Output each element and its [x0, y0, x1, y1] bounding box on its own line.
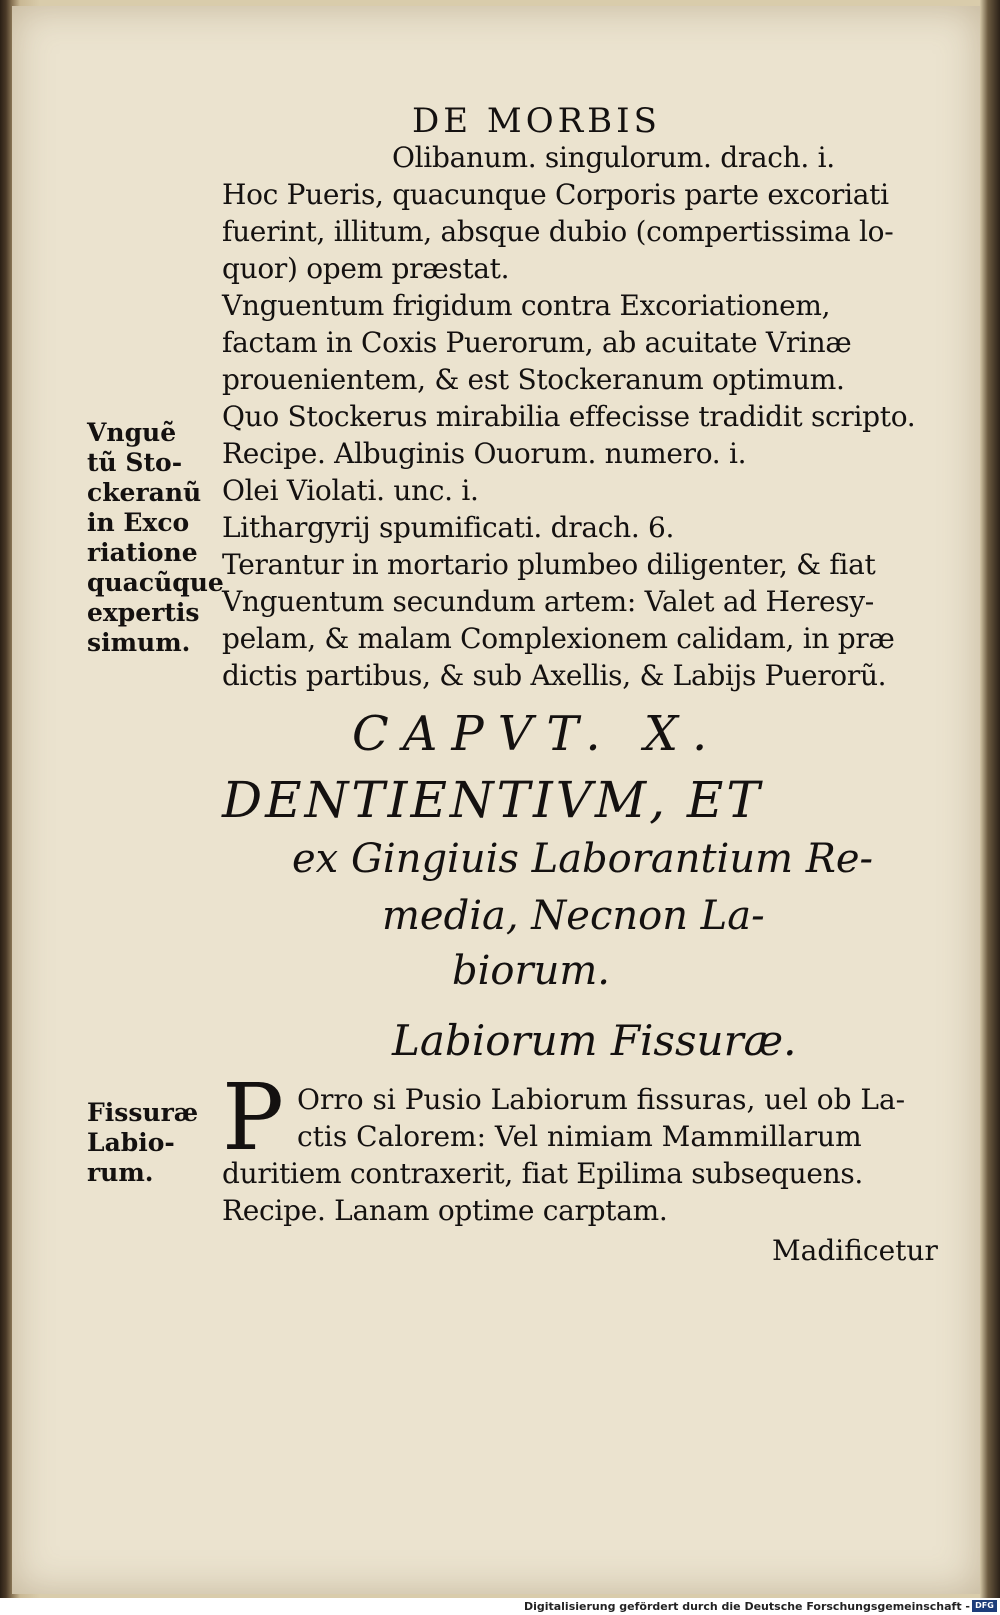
body-line: factam in Coxis Puerorum, ab acuitate Vrinæ	[222, 326, 852, 359]
chapter-title-line: ex Gingiuis Laborantium Re-	[292, 836, 874, 882]
margin-note-line: riatione	[87, 538, 198, 567]
body-line: Orro si Pusio Labiorum fissuras, uel ob La-	[297, 1083, 906, 1116]
margin-note-line: in Exco	[87, 508, 190, 537]
body-line: Olibanum. singulorum. drach. i.	[392, 141, 835, 174]
body-line: ctis Calorem: Vel nimiam Mammillarum	[297, 1120, 862, 1153]
margin-note-unguentum	[87, 418, 222, 658]
margin-note-line: simum.	[87, 628, 191, 657]
running-head: DE MORBIS	[412, 101, 661, 141]
body-line: Vnguentum frigidum contra Excoriationem,	[222, 289, 831, 322]
margin-note-line: rum.	[87, 1158, 154, 1187]
margin-note-line: tũ Sto-	[87, 448, 183, 477]
chapter-number: CAPVT. X.	[352, 706, 722, 762]
chapter-title-line: media, Necnon La-	[382, 893, 765, 939]
body-line: pelam, & malam Complexionem calidam, in præ	[222, 622, 895, 655]
body-line: dictis partibus, & sub Axellis, & Labijs Puerorũ.	[222, 659, 887, 692]
body-line: Recipe. Lanam optime carptam.	[222, 1194, 668, 1227]
margin-note-line: Labio-	[87, 1128, 175, 1157]
dfg-logo-icon: DFG	[972, 1600, 997, 1612]
page-edge	[980, 0, 1000, 1598]
body-line: Recipe. Albuginis Ouorum. numero. i.	[222, 437, 747, 470]
body-line: Vnguentum secundum artem: Valet ad Heresy-	[222, 585, 874, 618]
chapter-title-line: DENTIENTIVM, ET	[222, 771, 763, 829]
footer-credit: Digitalisierung gefördert durch die Deutsche Forschungsgemeinschaft -	[523, 1600, 970, 1613]
body-line: Olei Violati. unc. i.	[222, 474, 479, 507]
margin-note-fissurae	[87, 1098, 222, 1188]
body-line: fuerint, illitum, absque dubio (compertissima lo-	[222, 215, 894, 248]
body-line: Terantur in mortario plumbeo diligenter, & fiat	[222, 548, 876, 581]
drop-capital: P	[222, 1064, 284, 1171]
body-line: Hoc Pueris, quacunque Corporis parte excoriati	[222, 178, 889, 211]
section-subheading: Labiorum Fissuræ.	[392, 1016, 797, 1065]
book-page	[12, 6, 980, 1594]
catchword: Madificetur	[772, 1234, 938, 1267]
body-line: Lithargyrij spumificati. drach. 6.	[222, 511, 675, 544]
body-line: duritiem contraxerit, fiat Epilima subsequens.	[222, 1157, 864, 1190]
body-line: quor) opem præstat.	[222, 252, 510, 285]
chapter-title-line: biorum.	[452, 948, 611, 994]
digitization-footer	[0, 1598, 1000, 1615]
margin-note-line: ckeranũ	[87, 478, 202, 507]
body-line: Quo Stockerus mirabilia effecisse tradidit scripto.	[222, 400, 916, 433]
body-line: prouenientem, & est Stockeranum optimum.	[222, 363, 845, 396]
margin-note-line: expertis	[87, 598, 200, 627]
margin-note-line: Vnguẽ	[87, 418, 177, 447]
margin-note-line: quacũque	[87, 568, 224, 597]
margin-note-line: Fissuræ	[87, 1098, 199, 1127]
